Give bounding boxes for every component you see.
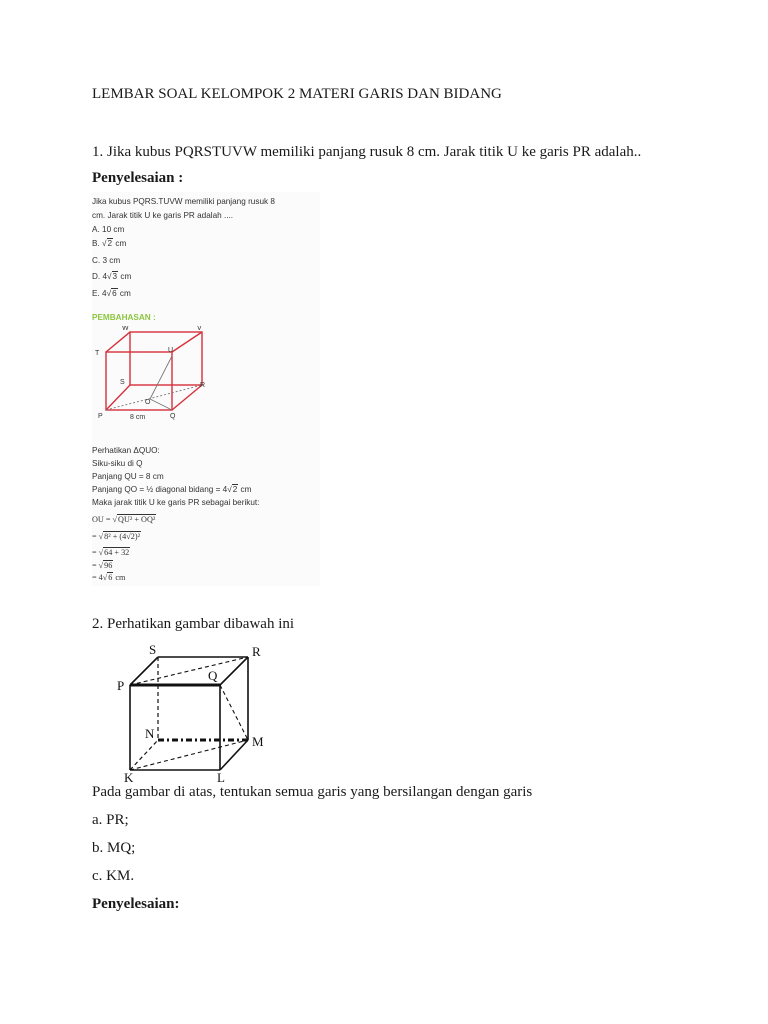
fig1-calc-2: = √8² + (4√2)² (92, 532, 141, 541)
fig1-note-3: Panjang QU = 8 cm (92, 472, 164, 481)
fig1-label-w: W (122, 326, 129, 332)
worksheet-title: LEMBAR SOAL KELOMPOK 2 MATERI GARIS DAN BIDANG (92, 86, 502, 102)
fig1-label-o: O (145, 399, 151, 406)
question-2-solution-label: Penyelesaian: (92, 896, 180, 912)
fig1-pembahasan-heading: PEMBAHASAN : (92, 313, 156, 322)
fig1-option-c: C. 3 cm (92, 256, 121, 265)
fig1-option-e: E. 4√6 cm (92, 289, 131, 298)
fig1-question-line-2: cm. Jarak titik U ke garis PR adalah .... (92, 211, 234, 220)
fig1-label-r: R (200, 382, 206, 389)
fig1-option-a: A. 10 cm (92, 225, 125, 234)
fig1-note-5: Maka jarak titik U ke garis PR sebagai berikut: (92, 498, 260, 507)
fig1-option-b: B. √2 cm (92, 239, 127, 248)
cube-diagram-klmnpqrs (112, 638, 278, 786)
question-2-item-b: b. MQ; (92, 840, 136, 856)
fig1-option-d: D. 4√3 cm (92, 272, 132, 281)
cube2-label-s: S (149, 642, 157, 657)
fig1-label-v: V (197, 326, 202, 332)
cube2-label-q: Q (208, 668, 218, 683)
fig1-calc-4: = √96 (92, 561, 113, 570)
question-2-prompt: Pada gambar di atas, tentukan semua garis yang bersilangan dengan garis (92, 784, 533, 800)
fig1-label-u: U (168, 347, 174, 354)
red-cube-diagram (92, 326, 320, 432)
fig1-edge-label: 8 cm (130, 414, 146, 421)
fig1-question-line-1: Jika kubus PQRS.TUVW memiliki panjang rusuk 8 (92, 197, 275, 206)
fig1-calc-3: = √64 + 32 (92, 548, 130, 557)
question-2-text: 2. Perhatikan gambar dibawah ini (92, 616, 295, 632)
question-1-text: 1. Jika kubus PQRSTUVW memiliki panjang rusuk 8 cm. Jarak titik U ke garis PR adalah.. (92, 144, 642, 160)
fig1-calc-5: = 4√6 cm (92, 573, 126, 582)
fig1-label-t: T (95, 350, 100, 357)
fig1-calc-1: OU = √QU² + OQ² (92, 515, 156, 524)
fig1-label-q: Q (170, 413, 176, 420)
fig1-label-p: P (98, 413, 103, 420)
cube2-label-k: K (124, 770, 134, 785)
solution-figure-1 (92, 192, 320, 586)
fig1-note-4: Panjang QO = ½ diagonal bidang = 4√2 cm (92, 485, 252, 494)
cube2-label-r: R (252, 644, 261, 659)
fig1-note-1: Perhatikan ΔQUO: (92, 446, 160, 455)
fig1-label-s: S (120, 379, 125, 386)
question-2-item-a: a. PR; (92, 812, 129, 828)
cube2-label-m: M (252, 734, 264, 749)
question-2-item-c: c. KM. (92, 868, 135, 884)
question-1-solution-label: Penyelesaian : (92, 170, 184, 186)
cube2-label-p: P (117, 678, 125, 693)
cube2-label-l: L (217, 770, 225, 785)
cube2-label-n: N (145, 726, 155, 741)
fig1-note-2: Siku-siku di Q (92, 459, 143, 468)
